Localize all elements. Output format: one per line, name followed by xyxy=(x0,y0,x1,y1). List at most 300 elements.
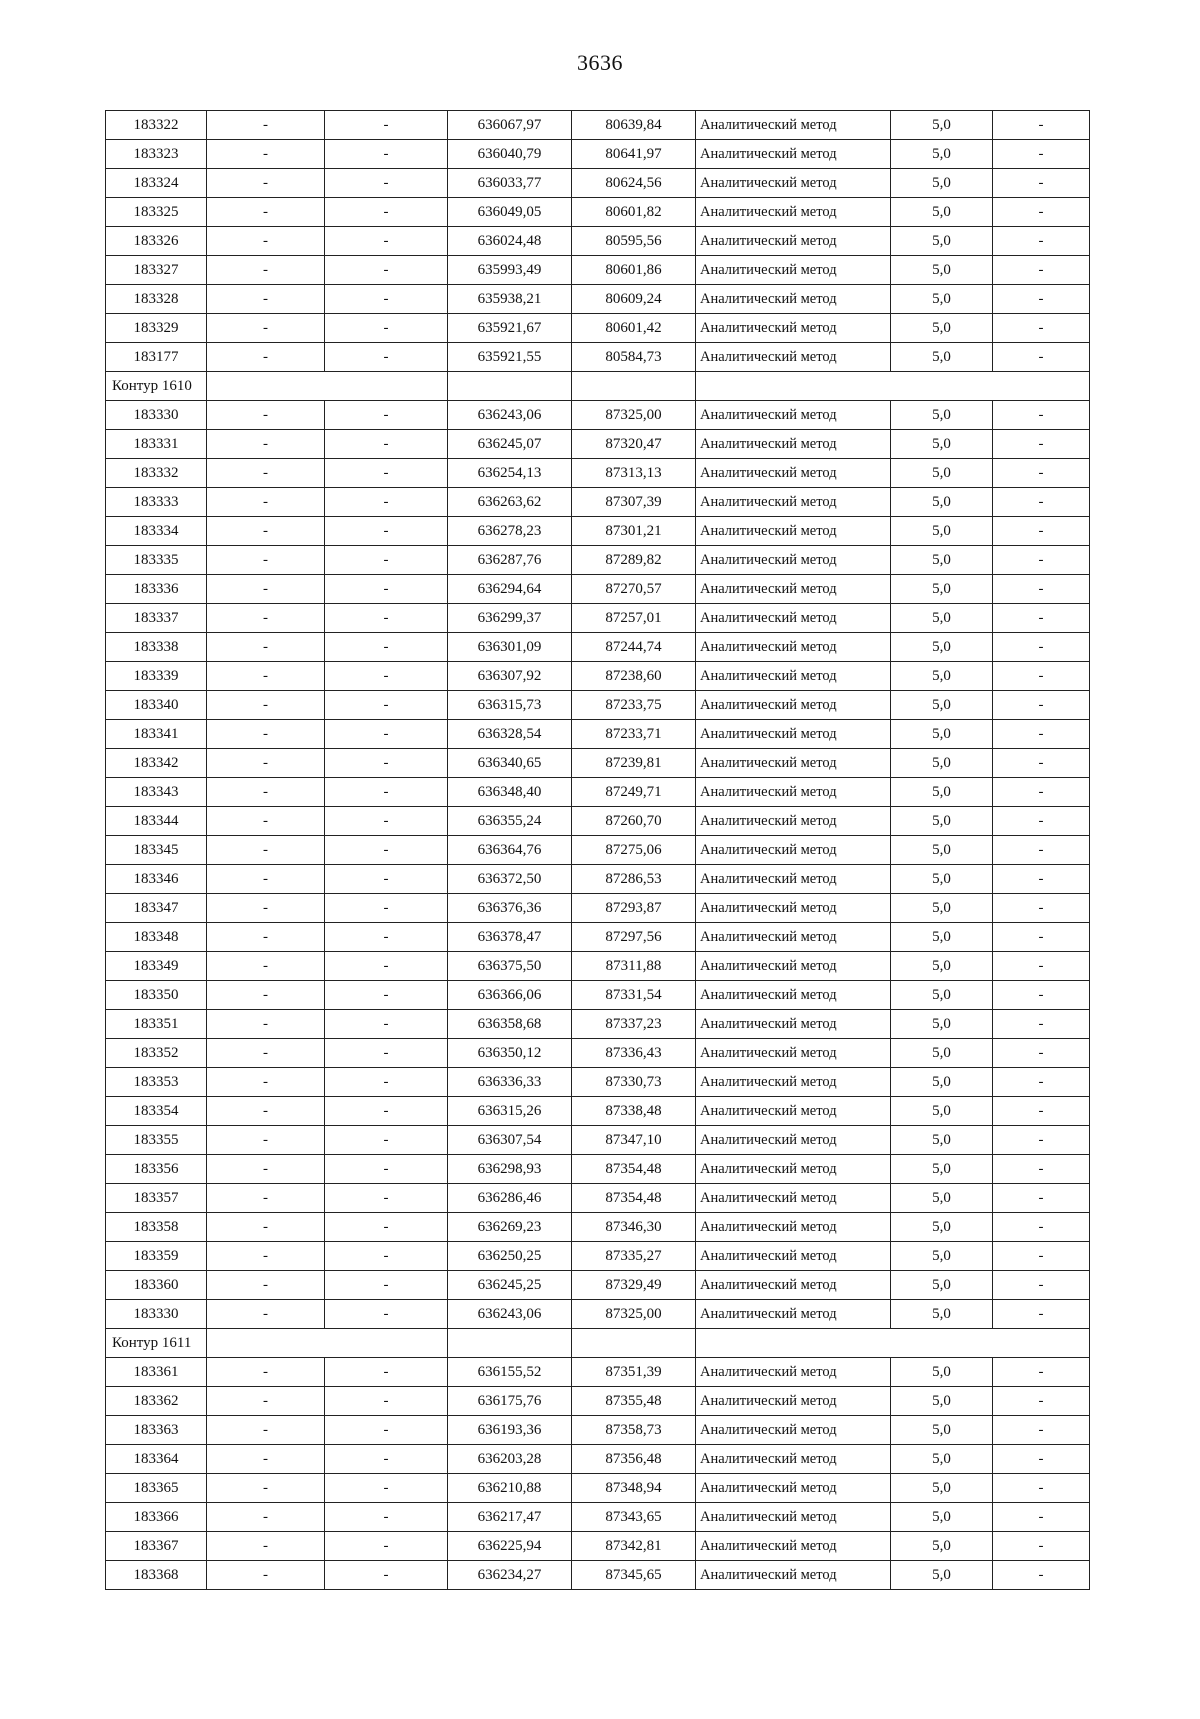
accuracy-cell: 5,0 xyxy=(891,749,993,778)
y-coordinate-cell: 87342,81 xyxy=(572,1532,696,1561)
method-cell: Аналитический метод xyxy=(696,1358,891,1387)
point-number-cell: 183363 xyxy=(106,1416,207,1445)
accuracy-cell: 5,0 xyxy=(891,1503,993,1532)
y-coordinate-cell: 87307,39 xyxy=(572,488,696,517)
y-coordinate-cell: 87355,48 xyxy=(572,1387,696,1416)
dash-cell: - xyxy=(207,923,325,952)
dash-cell: - xyxy=(207,1358,325,1387)
x-coordinate-cell: 636364,76 xyxy=(448,836,572,865)
dash-cell: - xyxy=(325,865,448,894)
empty-cell xyxy=(448,1329,572,1358)
y-coordinate-cell: 87233,75 xyxy=(572,691,696,720)
method-cell: Аналитический метод xyxy=(696,459,891,488)
table-row xyxy=(106,894,1090,923)
point-number-cell: 183349 xyxy=(106,952,207,981)
contour-label: Контур 1610 xyxy=(106,372,207,401)
method-cell: Аналитический метод xyxy=(696,952,891,981)
dash-cell: - xyxy=(325,256,448,285)
dash-cell: - xyxy=(207,662,325,691)
table-row xyxy=(106,488,1090,517)
table-row xyxy=(106,1155,1090,1184)
dash-cell: - xyxy=(207,546,325,575)
x-coordinate-cell: 636366,06 xyxy=(448,981,572,1010)
accuracy-cell: 5,0 xyxy=(891,1184,993,1213)
point-number-cell: 183338 xyxy=(106,633,207,662)
dash-cell: - xyxy=(325,517,448,546)
dash-cell: - xyxy=(993,575,1090,604)
dash-cell: - xyxy=(993,1358,1090,1387)
y-coordinate-cell: 87325,00 xyxy=(572,401,696,430)
y-coordinate-cell: 87325,00 xyxy=(572,1300,696,1329)
method-cell: Аналитический метод xyxy=(696,1474,891,1503)
table-row xyxy=(106,836,1090,865)
dash-cell: - xyxy=(207,256,325,285)
method-cell: Аналитический метод xyxy=(696,546,891,575)
dash-cell: - xyxy=(993,778,1090,807)
accuracy-cell: 5,0 xyxy=(891,343,993,372)
x-coordinate-cell: 636225,94 xyxy=(448,1532,572,1561)
table-row xyxy=(106,952,1090,981)
method-cell: Аналитический метод xyxy=(696,894,891,923)
dash-cell: - xyxy=(993,633,1090,662)
point-number-cell: 183365 xyxy=(106,1474,207,1503)
dash-cell: - xyxy=(325,198,448,227)
accuracy-cell: 5,0 xyxy=(891,1474,993,1503)
empty-cell xyxy=(696,372,1090,401)
dash-cell: - xyxy=(325,633,448,662)
table-row xyxy=(106,1184,1090,1213)
y-coordinate-cell: 87336,43 xyxy=(572,1039,696,1068)
dash-cell: - xyxy=(207,894,325,923)
table-row xyxy=(106,1474,1090,1503)
table-row xyxy=(106,198,1090,227)
method-cell: Аналитический метод xyxy=(696,488,891,517)
x-coordinate-cell: 636269,23 xyxy=(448,1213,572,1242)
accuracy-cell: 5,0 xyxy=(891,169,993,198)
point-number-cell: 183359 xyxy=(106,1242,207,1271)
table-row xyxy=(106,401,1090,430)
dash-cell: - xyxy=(993,1532,1090,1561)
method-cell: Аналитический метод xyxy=(696,1068,891,1097)
x-coordinate-cell: 636287,76 xyxy=(448,546,572,575)
dash-cell: - xyxy=(207,981,325,1010)
method-cell: Аналитический метод xyxy=(696,604,891,633)
point-number-cell: 183342 xyxy=(106,749,207,778)
y-coordinate-cell: 87338,48 xyxy=(572,1097,696,1126)
dash-cell: - xyxy=(325,140,448,169)
x-coordinate-cell: 636355,24 xyxy=(448,807,572,836)
y-coordinate-cell: 87356,48 xyxy=(572,1445,696,1474)
dash-cell: - xyxy=(207,314,325,343)
method-cell: Аналитический метод xyxy=(696,778,891,807)
dash-cell: - xyxy=(993,662,1090,691)
point-number-cell: 183337 xyxy=(106,604,207,633)
dash-cell: - xyxy=(325,401,448,430)
method-cell: Аналитический метод xyxy=(696,575,891,604)
method-cell: Аналитический метод xyxy=(696,1126,891,1155)
x-coordinate-cell: 635921,55 xyxy=(448,343,572,372)
table-row xyxy=(106,459,1090,488)
dash-cell: - xyxy=(993,1155,1090,1184)
dash-cell: - xyxy=(207,198,325,227)
dash-cell: - xyxy=(993,1474,1090,1503)
empty-cell xyxy=(696,1329,1090,1358)
table-row xyxy=(106,546,1090,575)
x-coordinate-cell: 636217,47 xyxy=(448,1503,572,1532)
table-row xyxy=(106,807,1090,836)
accuracy-cell: 5,0 xyxy=(891,778,993,807)
accuracy-cell: 5,0 xyxy=(891,314,993,343)
dash-cell: - xyxy=(207,1126,325,1155)
x-coordinate-cell: 636254,13 xyxy=(448,459,572,488)
dash-cell: - xyxy=(207,227,325,256)
dash-cell: - xyxy=(207,488,325,517)
accuracy-cell: 5,0 xyxy=(891,1445,993,1474)
dash-cell: - xyxy=(325,749,448,778)
accuracy-cell: 5,0 xyxy=(891,459,993,488)
method-cell: Аналитический метод xyxy=(696,1561,891,1590)
point-number-cell: 183177 xyxy=(106,343,207,372)
point-number-cell: 183358 xyxy=(106,1213,207,1242)
dash-cell: - xyxy=(325,575,448,604)
dash-cell: - xyxy=(325,488,448,517)
dash-cell: - xyxy=(325,604,448,633)
dash-cell: - xyxy=(207,1300,325,1329)
dash-cell: - xyxy=(207,952,325,981)
table-row xyxy=(106,1010,1090,1039)
table-row xyxy=(106,1068,1090,1097)
y-coordinate-cell: 87233,71 xyxy=(572,720,696,749)
method-cell: Аналитический метод xyxy=(696,343,891,372)
empty-cell xyxy=(207,1329,448,1358)
method-cell: Аналитический метод xyxy=(696,1271,891,1300)
point-number-cell: 183368 xyxy=(106,1561,207,1590)
dash-cell: - xyxy=(325,1010,448,1039)
dash-cell: - xyxy=(993,285,1090,314)
dash-cell: - xyxy=(325,227,448,256)
method-cell: Аналитический метод xyxy=(696,1010,891,1039)
method-cell: Аналитический метод xyxy=(696,836,891,865)
table-row xyxy=(106,1271,1090,1300)
y-coordinate-cell: 87257,01 xyxy=(572,604,696,633)
point-number-cell: 183325 xyxy=(106,198,207,227)
accuracy-cell: 5,0 xyxy=(891,517,993,546)
method-cell: Аналитический метод xyxy=(696,1300,891,1329)
y-coordinate-cell: 80624,56 xyxy=(572,169,696,198)
dash-cell: - xyxy=(325,952,448,981)
y-coordinate-cell: 87238,60 xyxy=(572,662,696,691)
point-number-cell: 183329 xyxy=(106,314,207,343)
x-coordinate-cell: 636299,37 xyxy=(448,604,572,633)
point-number-cell: 183334 xyxy=(106,517,207,546)
method-cell: Аналитический метод xyxy=(696,1155,891,1184)
point-number-cell: 183348 xyxy=(106,923,207,952)
method-cell: Аналитический метод xyxy=(696,1503,891,1532)
x-coordinate-cell: 636375,50 xyxy=(448,952,572,981)
accuracy-cell: 5,0 xyxy=(891,836,993,865)
y-coordinate-cell: 80595,56 xyxy=(572,227,696,256)
dash-cell: - xyxy=(993,1503,1090,1532)
x-coordinate-cell: 636298,93 xyxy=(448,1155,572,1184)
accuracy-cell: 5,0 xyxy=(891,111,993,140)
dash-cell: - xyxy=(325,1068,448,1097)
method-cell: Аналитический метод xyxy=(696,662,891,691)
y-coordinate-cell: 80639,84 xyxy=(572,111,696,140)
method-cell: Аналитический метод xyxy=(696,923,891,952)
dash-cell: - xyxy=(207,1445,325,1474)
point-number-cell: 183364 xyxy=(106,1445,207,1474)
dash-cell: - xyxy=(993,1387,1090,1416)
empty-cell xyxy=(572,372,696,401)
method-cell: Аналитический метод xyxy=(696,720,891,749)
dash-cell: - xyxy=(325,807,448,836)
table-row xyxy=(106,923,1090,952)
point-number-cell: 183331 xyxy=(106,430,207,459)
x-coordinate-cell: 636315,73 xyxy=(448,691,572,720)
accuracy-cell: 5,0 xyxy=(891,923,993,952)
method-cell: Аналитический метод xyxy=(696,1039,891,1068)
dash-cell: - xyxy=(325,111,448,140)
dash-cell: - xyxy=(993,314,1090,343)
x-coordinate-cell: 636245,07 xyxy=(448,430,572,459)
point-number-cell: 183332 xyxy=(106,459,207,488)
dash-cell: - xyxy=(325,720,448,749)
table-row xyxy=(106,1445,1090,1474)
x-coordinate-cell: 636067,97 xyxy=(448,111,572,140)
dash-cell: - xyxy=(325,1445,448,1474)
y-coordinate-cell: 87351,39 xyxy=(572,1358,696,1387)
dash-cell: - xyxy=(993,1010,1090,1039)
accuracy-cell: 5,0 xyxy=(891,256,993,285)
point-number-cell: 183341 xyxy=(106,720,207,749)
dash-cell: - xyxy=(993,227,1090,256)
method-cell: Аналитический метод xyxy=(696,256,891,285)
dash-cell: - xyxy=(207,1271,325,1300)
dash-cell: - xyxy=(993,459,1090,488)
y-coordinate-cell: 87354,48 xyxy=(572,1155,696,1184)
dash-cell: - xyxy=(993,1300,1090,1329)
dash-cell: - xyxy=(993,749,1090,778)
dash-cell: - xyxy=(207,401,325,430)
dash-cell: - xyxy=(993,836,1090,865)
point-number-cell: 183330 xyxy=(106,1300,207,1329)
table-row xyxy=(106,778,1090,807)
method-cell: Аналитический метод xyxy=(696,865,891,894)
dash-cell: - xyxy=(207,1184,325,1213)
accuracy-cell: 5,0 xyxy=(891,1068,993,1097)
y-coordinate-cell: 80641,97 xyxy=(572,140,696,169)
dash-cell: - xyxy=(993,517,1090,546)
x-coordinate-cell: 636193,36 xyxy=(448,1416,572,1445)
dash-cell: - xyxy=(993,1561,1090,1590)
table-row xyxy=(106,285,1090,314)
method-cell: Аналитический метод xyxy=(696,198,891,227)
dash-cell: - xyxy=(325,459,448,488)
point-number-cell: 183355 xyxy=(106,1126,207,1155)
y-coordinate-cell: 87354,48 xyxy=(572,1184,696,1213)
page-number: 3636 xyxy=(577,50,623,75)
dash-cell: - xyxy=(207,633,325,662)
point-number-cell: 183335 xyxy=(106,546,207,575)
method-cell: Аналитический метод xyxy=(696,227,891,256)
point-number-cell: 183346 xyxy=(106,865,207,894)
dash-cell: - xyxy=(325,923,448,952)
y-coordinate-cell: 87343,65 xyxy=(572,1503,696,1532)
accuracy-cell: 5,0 xyxy=(891,227,993,256)
dash-cell: - xyxy=(207,1416,325,1445)
accuracy-cell: 5,0 xyxy=(891,1561,993,1590)
y-coordinate-cell: 87275,06 xyxy=(572,836,696,865)
x-coordinate-cell: 635921,67 xyxy=(448,314,572,343)
dash-cell: - xyxy=(325,1532,448,1561)
table-row xyxy=(106,1387,1090,1416)
table-row xyxy=(106,575,1090,604)
x-coordinate-cell: 636301,09 xyxy=(448,633,572,662)
dash-cell: - xyxy=(207,1068,325,1097)
method-cell: Аналитический метод xyxy=(696,169,891,198)
y-coordinate-cell: 87289,82 xyxy=(572,546,696,575)
accuracy-cell: 5,0 xyxy=(891,1242,993,1271)
dash-cell: - xyxy=(207,807,325,836)
dash-cell: - xyxy=(325,836,448,865)
dash-cell: - xyxy=(325,314,448,343)
dash-cell: - xyxy=(993,488,1090,517)
dash-cell: - xyxy=(325,285,448,314)
x-coordinate-cell: 636294,64 xyxy=(448,575,572,604)
table-row xyxy=(106,343,1090,372)
dash-cell: - xyxy=(207,1097,325,1126)
table-row xyxy=(106,1300,1090,1329)
dash-cell: - xyxy=(993,1126,1090,1155)
point-number-cell: 183336 xyxy=(106,575,207,604)
accuracy-cell: 5,0 xyxy=(891,633,993,662)
point-number-cell: 183333 xyxy=(106,488,207,517)
dash-cell: - xyxy=(325,1300,448,1329)
point-number-cell: 183366 xyxy=(106,1503,207,1532)
x-coordinate-cell: 636340,65 xyxy=(448,749,572,778)
dash-cell: - xyxy=(993,1416,1090,1445)
y-coordinate-cell: 87348,94 xyxy=(572,1474,696,1503)
accuracy-cell: 5,0 xyxy=(891,1358,993,1387)
method-cell: Аналитический метод xyxy=(696,1184,891,1213)
table-row xyxy=(106,1561,1090,1590)
y-coordinate-cell: 87345,65 xyxy=(572,1561,696,1590)
dash-cell: - xyxy=(325,1503,448,1532)
point-number-cell: 183352 xyxy=(106,1039,207,1068)
accuracy-cell: 5,0 xyxy=(891,140,993,169)
x-coordinate-cell: 636372,50 xyxy=(448,865,572,894)
y-coordinate-cell: 87347,10 xyxy=(572,1126,696,1155)
y-coordinate-cell: 87330,73 xyxy=(572,1068,696,1097)
x-coordinate-cell: 636315,26 xyxy=(448,1097,572,1126)
dash-cell: - xyxy=(993,720,1090,749)
dash-cell: - xyxy=(207,1242,325,1271)
y-coordinate-cell: 87329,49 xyxy=(572,1271,696,1300)
y-coordinate-cell: 87239,81 xyxy=(572,749,696,778)
accuracy-cell: 5,0 xyxy=(891,807,993,836)
dash-cell: - xyxy=(325,169,448,198)
x-coordinate-cell: 635993,49 xyxy=(448,256,572,285)
x-coordinate-cell: 636243,06 xyxy=(448,1300,572,1329)
x-coordinate-cell: 636250,25 xyxy=(448,1242,572,1271)
method-cell: Аналитический метод xyxy=(696,285,891,314)
y-coordinate-cell: 87244,74 xyxy=(572,633,696,662)
x-coordinate-cell: 636234,27 xyxy=(448,1561,572,1590)
accuracy-cell: 5,0 xyxy=(891,604,993,633)
method-cell: Аналитический метод xyxy=(696,430,891,459)
contour-label: Контур 1611 xyxy=(106,1329,207,1358)
dash-cell: - xyxy=(993,865,1090,894)
dash-cell: - xyxy=(993,952,1090,981)
point-number-cell: 183322 xyxy=(106,111,207,140)
accuracy-cell: 5,0 xyxy=(891,1126,993,1155)
x-coordinate-cell: 636033,77 xyxy=(448,169,572,198)
dash-cell: - xyxy=(207,691,325,720)
dash-cell: - xyxy=(325,1155,448,1184)
x-coordinate-cell: 636307,92 xyxy=(448,662,572,691)
table-row xyxy=(106,1213,1090,1242)
y-coordinate-cell: 87358,73 xyxy=(572,1416,696,1445)
coordinates-table xyxy=(105,110,1090,1590)
accuracy-cell: 5,0 xyxy=(891,1155,993,1184)
dash-cell: - xyxy=(993,140,1090,169)
method-cell: Аналитический метод xyxy=(696,633,891,662)
dash-cell: - xyxy=(207,1561,325,1590)
accuracy-cell: 5,0 xyxy=(891,1300,993,1329)
table-row xyxy=(106,691,1090,720)
dash-cell: - xyxy=(207,459,325,488)
dash-cell: - xyxy=(325,894,448,923)
accuracy-cell: 5,0 xyxy=(891,1010,993,1039)
x-coordinate-cell: 636210,88 xyxy=(448,1474,572,1503)
accuracy-cell: 5,0 xyxy=(891,952,993,981)
dash-cell: - xyxy=(207,604,325,633)
accuracy-cell: 5,0 xyxy=(891,1387,993,1416)
dash-cell: - xyxy=(325,662,448,691)
dash-cell: - xyxy=(207,749,325,778)
table-row xyxy=(106,111,1090,140)
empty-cell xyxy=(448,372,572,401)
dash-cell: - xyxy=(207,575,325,604)
dash-cell: - xyxy=(993,343,1090,372)
dash-cell: - xyxy=(993,1242,1090,1271)
y-coordinate-cell: 80601,86 xyxy=(572,256,696,285)
dash-cell: - xyxy=(207,1474,325,1503)
accuracy-cell: 5,0 xyxy=(891,1271,993,1300)
table-row xyxy=(106,749,1090,778)
table-row xyxy=(106,1503,1090,1532)
dash-cell: - xyxy=(207,517,325,546)
method-cell: Аналитический метод xyxy=(696,807,891,836)
y-coordinate-cell: 87311,88 xyxy=(572,952,696,981)
x-coordinate-cell: 636243,06 xyxy=(448,401,572,430)
dash-cell: - xyxy=(207,169,325,198)
dash-cell: - xyxy=(207,1039,325,1068)
dash-cell: - xyxy=(325,1184,448,1213)
x-coordinate-cell: 636350,12 xyxy=(448,1039,572,1068)
y-coordinate-cell: 87301,21 xyxy=(572,517,696,546)
empty-cell xyxy=(572,1329,696,1358)
dash-cell: - xyxy=(325,981,448,1010)
x-coordinate-cell: 635938,21 xyxy=(448,285,572,314)
dash-cell: - xyxy=(325,778,448,807)
method-cell: Аналитический метод xyxy=(696,314,891,343)
method-cell: Аналитический метод xyxy=(696,401,891,430)
dash-cell: - xyxy=(325,430,448,459)
dash-cell: - xyxy=(207,1155,325,1184)
x-coordinate-cell: 636358,68 xyxy=(448,1010,572,1039)
dash-cell: - xyxy=(207,1213,325,1242)
